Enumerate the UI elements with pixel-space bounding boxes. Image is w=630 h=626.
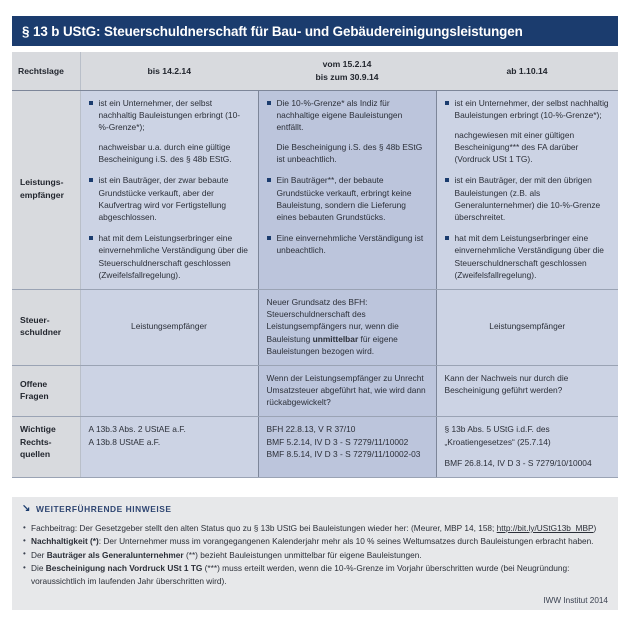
source-line: A 13b.3 Abs. 2 UStAE a.F.: [88, 424, 186, 435]
note-emphasis: Bauträger als Generalunternehmer: [46, 549, 184, 560]
row-label-line2: Rechts-: [20, 436, 52, 447]
header-row-label: Rechtslage: [12, 52, 80, 90]
source-line: A 13b.8 UStAE a.F.: [88, 436, 161, 447]
list-item: hat mit dem Leistungserbringer eine einvernehmliche Verständigung über die Steuerschuldnerschaft geschlossen (Zweifelsfallregelung).: [89, 232, 250, 281]
list-item: Ein Bauträger**, der bebaute Grundstücke verkauft, erbringt keine Bauleistung, sondern die Lieferung eines bebauten Grundstücks.: [267, 174, 428, 223]
list-item: [89, 97, 250, 166]
bullet-main-text: ist ein Unternehmer, der selbst nachhaltig Bauleistungen erbringt (10-%-Grenze*);: [98, 97, 241, 132]
note-text: Die: [31, 563, 46, 574]
hinweise-heading: [22, 504, 608, 514]
list-item: Eine einvernehmliche Verständigung ist unbeachtlich.: [267, 232, 428, 256]
weiterfuehrende-hinweise-block: [12, 497, 618, 610]
comparison-table: [12, 52, 618, 478]
row-label-line1: Wichtige: [20, 424, 56, 435]
source-line: BMF 26.8.14, IV D 3 - S 7279/10/10004: [444, 457, 592, 468]
bullet-list: [89, 97, 250, 281]
list-item: [22, 535, 608, 547]
cell-steuerschuldner-col3: Leistungsempfänger: [436, 289, 618, 365]
header-col-2-line1: vom 15.2.14: [322, 59, 372, 70]
hinweise-list: [22, 522, 608, 587]
external-link[interactable]: http://bit.ly/UStG13b_MBP: [496, 523, 594, 533]
source-line: BMF 5.2.14, IV D 3 - S 7279/11/10002: [266, 436, 409, 447]
table-row: [12, 90, 618, 289]
bullet-list: [445, 97, 611, 281]
bullet-main-text: Die 10-%-Grenze* als Indiz für nachhaltige eigene Bauleistungen entfällt.: [276, 97, 403, 132]
hinweise-heading-text: WEITERFÜHRENDE HINWEISE: [36, 504, 172, 514]
list-item: [445, 97, 611, 166]
row-label-leistungsempfaenger: [12, 90, 80, 289]
row-label-line2: schuldner: [20, 327, 62, 338]
cell-rechtsquellen-col3: [436, 417, 618, 478]
credit-line: IWW Institut 2014: [543, 596, 608, 605]
note-text: : Der Unternehmer muss im vorangegangenen Kalenderjahr mehr als 10 % seines Weltumsatzes durch Bauleistungen erbracht haben.: [98, 536, 594, 547]
note-text-after: (**) bezieht Bauleistungen unmittelbar für eigene Bauleistungen.: [183, 549, 422, 560]
cell-leistungsempfaenger-col2: [258, 90, 436, 289]
row-label-line1: Offene: [20, 378, 48, 389]
list-item: hat mit dem Leistungserbringer eine einvernehmliche Verständigung über die Steuerschuldnerschaft geschlossen (Zweifelsfallregelung).: [445, 232, 611, 281]
cell-rechtsquellen-col1: [80, 417, 258, 478]
row-label-line1: Leistungs-: [20, 177, 64, 188]
page-title-bar: [12, 16, 618, 46]
cell-offene-fragen-col2: Wenn der Leistungsempfänger zu Unrecht Umsatzsteuer abgeführt hat, wie wird dann rückabgewickelt?: [258, 365, 436, 417]
table-row: [12, 417, 618, 478]
note-text-after: (***) muss erteilt werden, wenn die 10-%-Grenze im Vorjahr überschritten wurde (bei Neugründung: voraussichtlich im laufenden Jahr überschritten wird).: [31, 563, 570, 586]
header-col-3: ab 1.10.14: [436, 52, 618, 90]
row-label-line1: Steuer-: [20, 314, 50, 325]
list-item: [22, 522, 608, 534]
row-label-offene-fragen: [12, 365, 80, 417]
source-line: BFH 22.8.13, V R 37/10: [266, 424, 356, 435]
cell-steuerschuldner-col2: [258, 289, 436, 365]
row-label-line2: Fragen: [20, 391, 49, 402]
cell-leistungsempfaenger-col1: [80, 90, 258, 289]
header-col-2: [258, 52, 436, 90]
bullet-list: [267, 97, 428, 257]
list-item: [22, 549, 608, 561]
steuerschuldner-col2-post: für eigene Bauleistungen bezogen wird.: [266, 333, 398, 356]
cell-rechtsquellen-col2: [258, 417, 436, 478]
row-label-line2: empfänger: [20, 189, 64, 200]
source-line: „Kroatiengesetzes“ (25.7.14): [444, 436, 551, 447]
cell-offene-fragen-col1: [80, 365, 258, 417]
row-label-line3: quellen: [20, 449, 51, 460]
cell-steuerschuldner-col1: Leistungsempfänger: [80, 289, 258, 365]
cell-leistungsempfaenger-col3: [436, 90, 618, 289]
header-col-1: bis 14.2.14: [80, 52, 258, 90]
source-line: BMF 8.5.14, IV D 3 - S 7279/11/10002-03: [266, 448, 421, 459]
note-lead: Nachhaltigkeit (*): [31, 536, 99, 547]
note-emphasis: Bescheinigung nach Vordruck USt 1 TG: [45, 563, 203, 574]
row-label-rechtsquellen: [12, 417, 80, 478]
steuerschuldner-col2-emphasis: unmittelbar: [312, 333, 359, 344]
table-row: [12, 365, 618, 417]
bullet-sub-text: Die Bescheinigung i.S. des § 48b EStG ist unbeachtlich.: [276, 142, 423, 165]
note-text-after: ): [593, 523, 597, 533]
list-item: [267, 97, 428, 166]
list-item: ist ein Bauträger, der mit den übrigen Bauleistungen (z.B. als Generalunternehmer) die 10-%-Grenze überschreitet.: [445, 174, 611, 223]
note-text: Der: [31, 549, 47, 560]
steuerschuldner-col2-pre: Neuer Grundsatz des BFH: Steuerschuldnerschaft des Leistungsempfängers nur, wenn die Bauleistung: [266, 296, 399, 344]
list-item: ist ein Bauträger, der zwar bebaute Grundstücke verkauft, aber der Kaufvertrag wird vor Fertigstellung abgeschlossen.: [89, 174, 250, 223]
arrow-down-right-icon: ↘: [22, 502, 31, 514]
bullet-sub-text: nachweisbar u.a. durch eine gültige Bescheinigung i.S. des § 48b EStG.: [98, 142, 232, 165]
cell-offene-fragen-col3: Kann der Nachweis nur durch die Bescheinigung geführt werden?: [436, 365, 618, 417]
header-col-2-line2: bis zum 30.9.14: [315, 71, 379, 82]
table-row: [12, 289, 618, 365]
source-line: § 13b Abs. 5 UStG i.d.F. des: [444, 424, 550, 435]
note-text: Fachbeitrag: Der Gesetzgeber stellt den alten Status quo zu § 13b UStG bei Bauleistungen wieder her: (Meurer, MBP 14, 158;: [31, 523, 497, 533]
table-header-row: [12, 52, 618, 90]
row-label-steuerschuldner: [12, 289, 80, 365]
bullet-main-text: ist ein Unternehmer, der selbst nachhaltig Bauleistungen erbringt (10-%-Grenze*);: [454, 97, 609, 120]
list-item: [22, 562, 608, 587]
page-title: § 13 b UStG: Steuerschuldnerschaft für Bau- und Gebäudereinigungsleistungen: [22, 23, 523, 39]
bullet-sub-text: nachgewiesen mit einer gültigen Bescheinigung*** des FA darüber (Vordruck USt 1 TG).: [454, 129, 579, 165]
